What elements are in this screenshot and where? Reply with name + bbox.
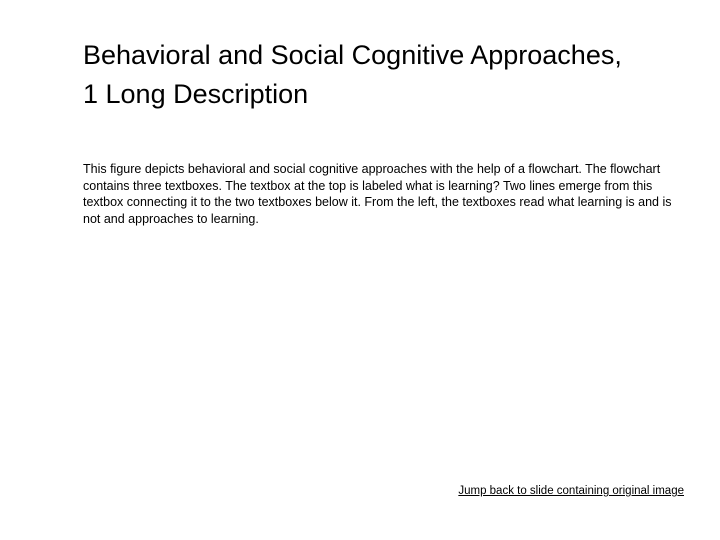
long-description-text: This figure depicts behavioral and social cognitive approaches with the help of a flowchart. The flowchart contains three textboxes. The textbox at the top is labeled what is learning? Two lines emerge from this textbox connecting it to the two textboxes below it. From the left, the textboxes read what learning is and is not and approaches to learning. bbox=[83, 162, 672, 226]
jump-back-link[interactable]: Jump back to slide containing original image bbox=[458, 485, 684, 497]
page-title: Behavioral and Social Cognitive Approaches, 1 Long Description bbox=[83, 40, 622, 109]
